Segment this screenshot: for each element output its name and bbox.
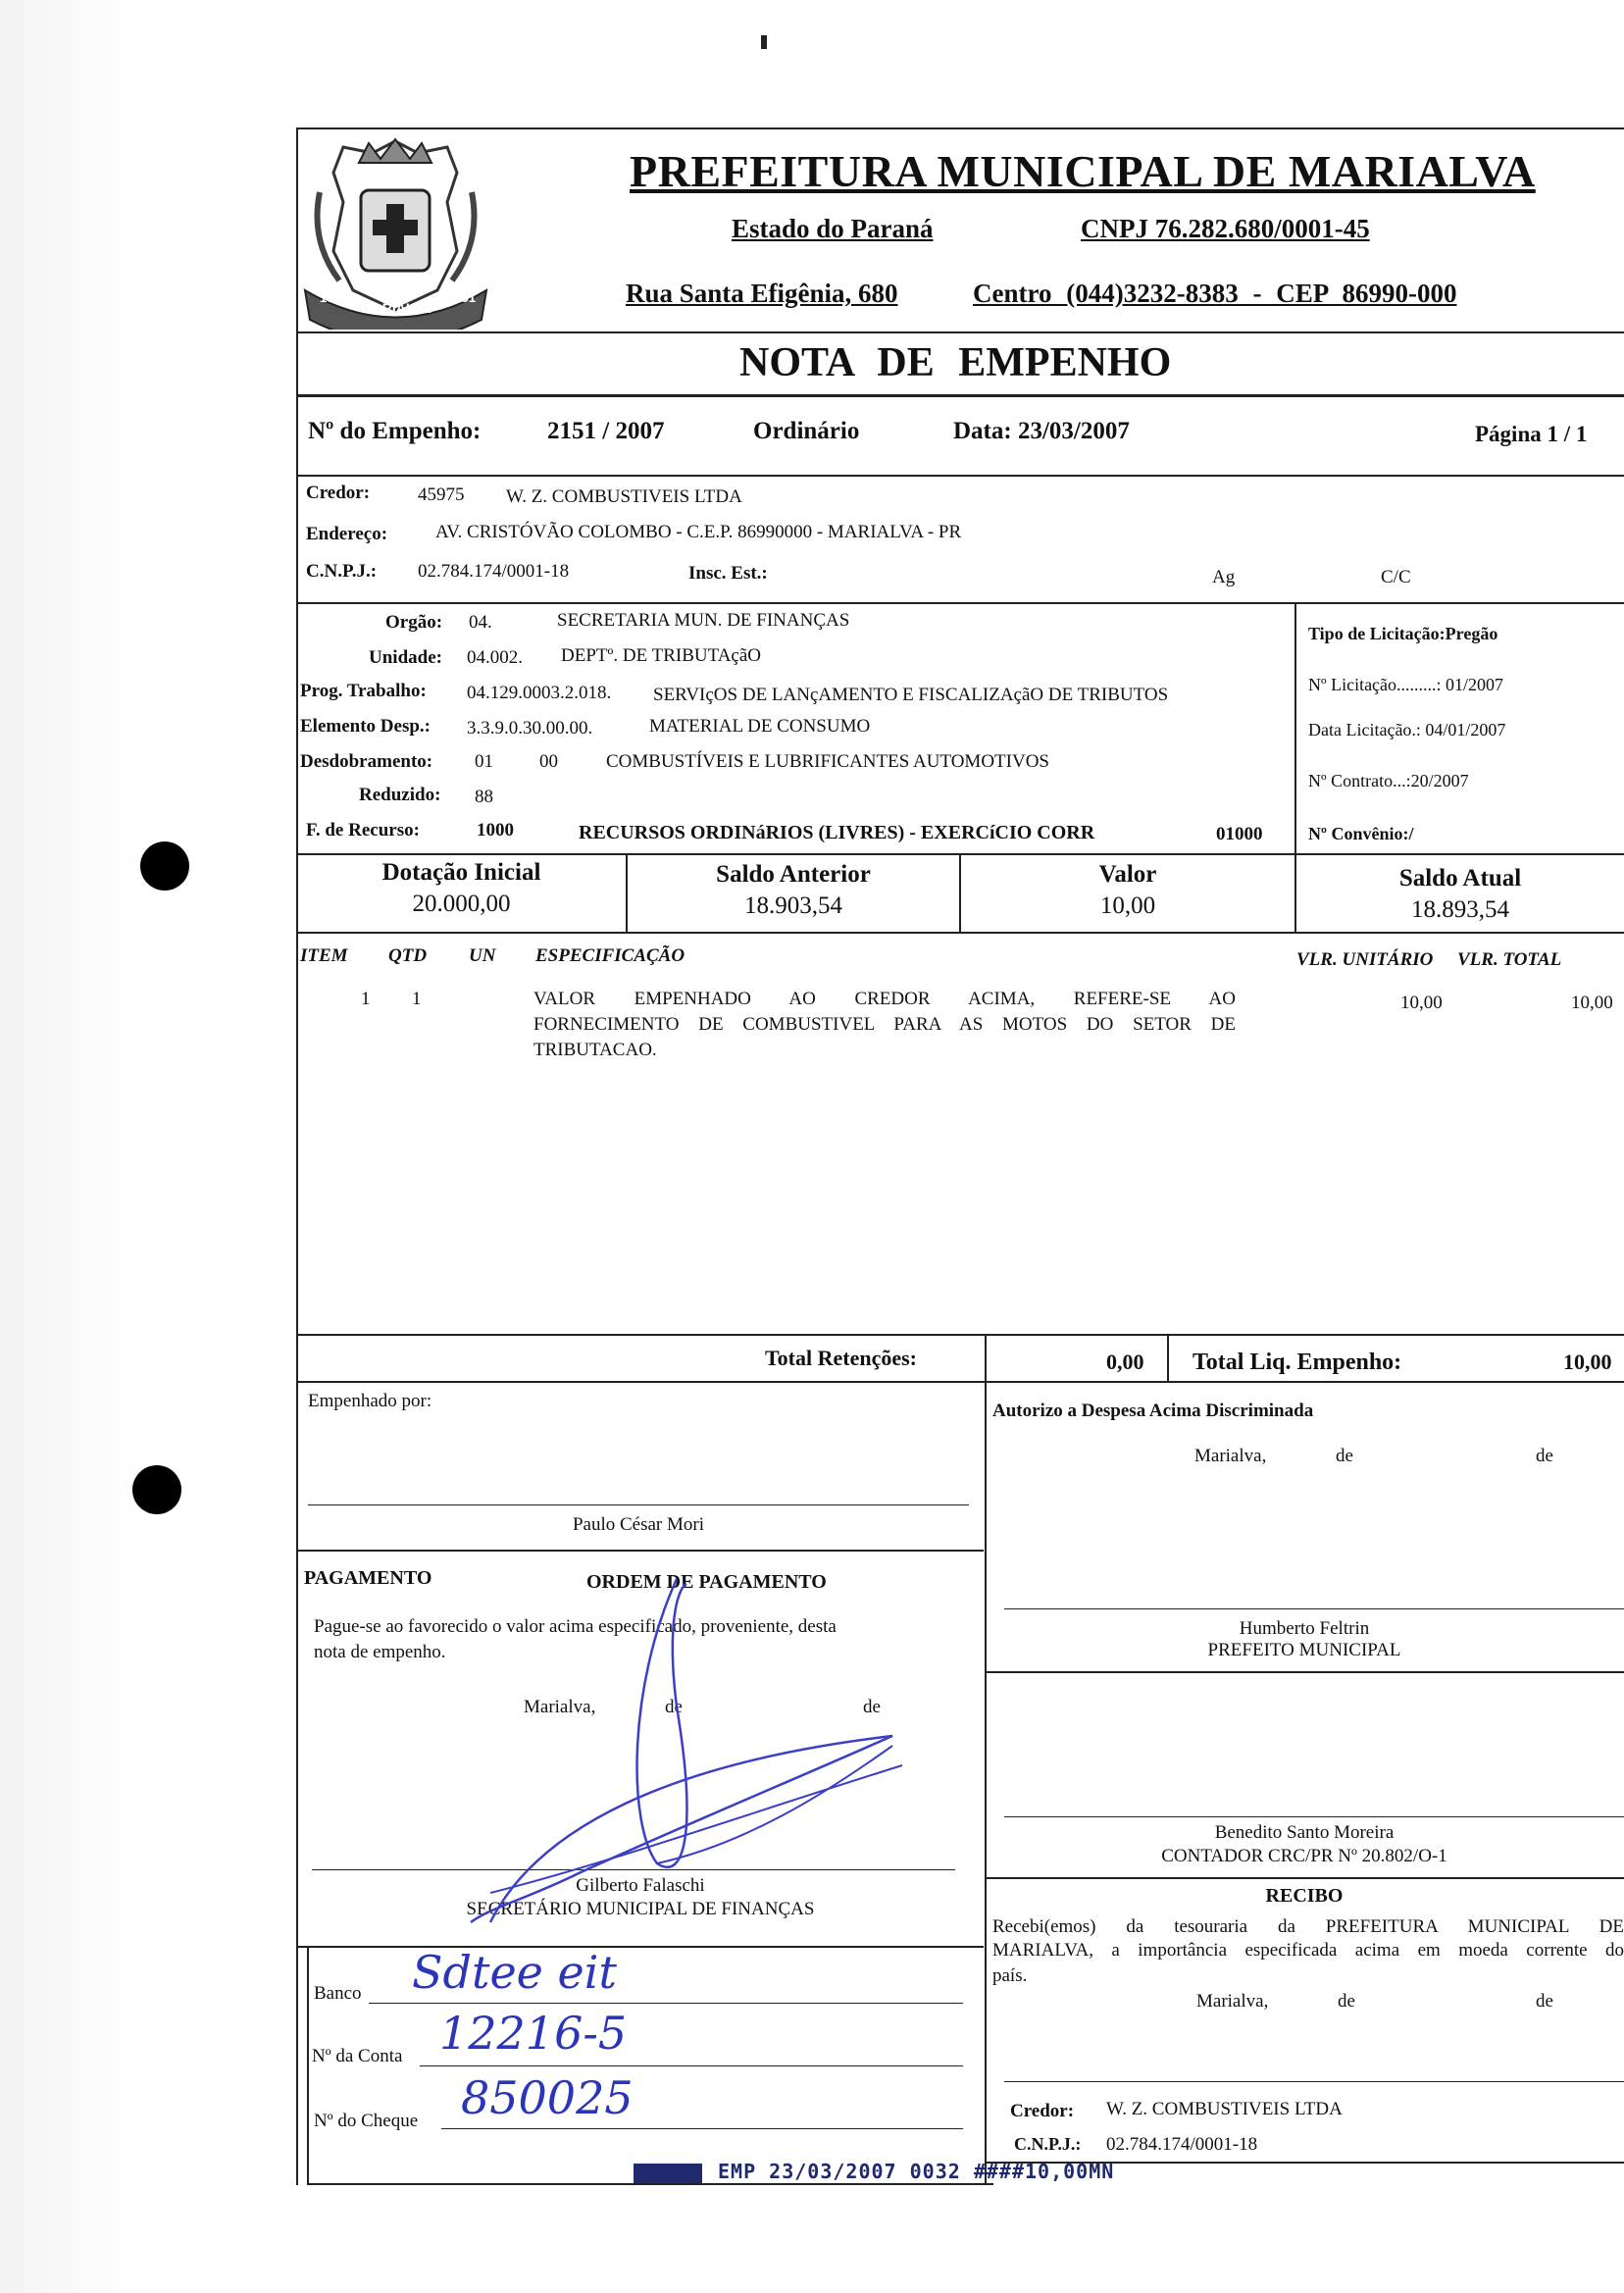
credor-nome: W. Z. COMBUSTIVEIS LTDA: [506, 486, 742, 507]
desdobramento-nome: COMBUSTÍVEIS E LUBRIFICANTES AUTOMOTIVOS: [606, 751, 1049, 772]
scan-mark-icon: [761, 35, 767, 49]
contador-nome: Benedito Santo Moreira: [1214, 1822, 1395, 1843]
orgao-nome: SECRETARIA MUN. DE FINANÇAS: [557, 610, 850, 631]
divider-secretario: [297, 1946, 984, 1948]
punch-hole-bottom: [132, 1465, 181, 1514]
prefeito-signature-line: [1004, 1608, 1624, 1609]
reduzido-label: Reduzido:: [359, 785, 441, 805]
divider-bottom-left: [307, 2183, 993, 2185]
doc-title: NOTA DE EMPENHO: [739, 340, 1172, 385]
elemento-desp-codigo: 3.3.9.0.30.00.00.: [467, 718, 593, 739]
divider-lower-vertical: [985, 1381, 987, 2185]
tipo-licitacao: [1308, 624, 1497, 644]
unidade-label: Unidade:: [369, 647, 442, 668]
coat-of-arms-seal: [300, 133, 491, 330]
header-title: PREFEITURA MUNICIPAL DE MARIALVA: [630, 146, 1536, 196]
empenho-tipo: Ordinário: [753, 418, 860, 444]
fonte-recurso-label: F. de Recurso:: [306, 820, 420, 841]
saldo-anterior-valor: 18.903,54: [744, 892, 842, 919]
autorizo-de1: de: [1336, 1446, 1353, 1466]
recibo-texto-l3: país.: [992, 1965, 1028, 1986]
prog-trabalho-nome: SERVIçOS DE LANçAMENTO E FISCALIZAçãO DE TRIBUTOS: [653, 685, 1169, 705]
unidade-codigo: 04.002.: [467, 647, 523, 668]
data-licitacao: Data Licitação.: 04/01/2007: [1308, 720, 1506, 739]
pagamento-local: Marialva,: [524, 1697, 596, 1717]
empenhado-por-label: Empenhado por:: [308, 1391, 432, 1411]
seal-year-left: 1951: [320, 290, 348, 305]
prefeito-nome: Humberto Feltrin: [1239, 1618, 1370, 1639]
item-especificacao-l1: VALOR EMPENHADO AO CREDOR ACIMA, REFERE-SE AO: [533, 989, 1236, 1009]
desdobramento-a: 01: [475, 751, 493, 772]
elemento-desp-label: Elemento Desp.:: [300, 716, 431, 737]
item-qtd: 1: [412, 989, 422, 1009]
divider-totais-bottom: [297, 1381, 1624, 1383]
scan-shadow: [0, 0, 137, 2293]
stamp-text: EMP 23/03/2007 0032 ####10,00MN: [718, 2160, 1115, 2183]
autorizo-de2: de: [1536, 1446, 1553, 1466]
fonte-recurso-nome: RECURSOS ORDINáRIOS (LIVRES) - EXERCíCIO CORR: [579, 822, 1095, 843]
credor-codigo: 45975: [418, 484, 465, 505]
col-header-item: ITEM: [300, 945, 348, 966]
seal-name: MARIALVA: [361, 300, 431, 316]
saldo-atual-label: Saldo Atual: [1398, 865, 1522, 892]
reduzido-valor: 88: [475, 787, 493, 807]
conta-line: [420, 2065, 963, 2066]
orgao-codigo: 04.: [469, 612, 492, 633]
empenhado-signature-line: [308, 1504, 969, 1505]
autorizo-local: Marialva,: [1194, 1446, 1267, 1466]
cheque-label: Nº do Cheque: [314, 2111, 419, 2131]
divider-doc-title: [297, 394, 1624, 397]
fonte-recurso-codigo: 1000: [477, 820, 514, 841]
contador-cargo: CONTADOR CRC/PR Nº 20.802/O-1: [1161, 1846, 1447, 1866]
credor-cnpj: 02.784.174/0001-18: [418, 561, 570, 582]
pagamento-texto-l1: Pague-se ao favorecido o valor acima especificado, proveniente, desta: [314, 1616, 837, 1637]
punch-hole-top: [140, 841, 189, 891]
seal-year-right: 1951: [447, 290, 476, 305]
pagamento-de1: de: [665, 1697, 683, 1717]
divider-credor: [297, 602, 1624, 604]
autorizo-label: Autorizo a Despesa Acima Discriminada: [992, 1401, 1314, 1421]
saldo-anterior-label: Saldo Anterior: [716, 861, 871, 888]
recibo-local: Marialva,: [1196, 1991, 1269, 2012]
divider-header: [297, 331, 1624, 333]
total-liq-empenho-valor: 10,00: [1563, 1350, 1612, 1374]
item-vlr-unitario: 10,00: [1400, 993, 1443, 1013]
recibo-label: RECIBO: [1265, 1885, 1344, 1907]
agencia-label: Ag: [1212, 567, 1236, 587]
header-bairro-fone: Centro (044)3232-8383 - CEP 86990-000: [973, 279, 1457, 308]
banco-label: Banco: [314, 1983, 362, 2004]
desdobramento-b: 00: [539, 751, 558, 772]
banco-line: [369, 2003, 963, 2004]
secretario-nome: Gilberto Falaschi: [576, 1875, 705, 1896]
empenho-numero-label: Nº do Empenho:: [308, 418, 482, 444]
divider-totais-2: [1167, 1334, 1169, 1381]
unidade-nome: DEPTº. DE TRIBUTAçãO: [561, 645, 762, 666]
recibo-texto-l2: MARIALVA, a importância especificada acima em moeda corrente do: [992, 1940, 1624, 1961]
divider-totais-1: [985, 1334, 987, 1381]
recibo-signature-line: [1004, 2081, 1624, 2082]
orgao-label: Orgão:: [385, 612, 443, 633]
cheque-valor-handwritten: 850025: [461, 2071, 634, 2124]
credor-label: Credor:: [306, 483, 371, 503]
total-liq-empenho-label: Total Liq. Empenho:: [1193, 1350, 1402, 1375]
numero-convenio: Nº Convênio:/: [1308, 824, 1414, 843]
recibo-credor-label: Credor:: [1010, 2101, 1075, 2121]
signature-scribble: [431, 1569, 941, 1942]
recibo-de2: de: [1536, 1991, 1553, 2012]
item-numero: 1: [361, 989, 371, 1009]
banco-valor-handwritten: Sdtee eit: [412, 1946, 617, 1999]
col-header-qtd: QTD: [388, 945, 428, 966]
divider-empenho: [297, 475, 1624, 477]
pagamento-de2: de: [863, 1697, 881, 1717]
prog-trabalho-codigo: 04.129.0003.2.018.: [467, 683, 612, 703]
numero-contrato: Nº Contrato...:20/2007: [1308, 771, 1469, 790]
desdobramento-label: Desdobramento:: [300, 751, 433, 772]
divider-totais-top: [297, 1334, 1624, 1336]
numero-licitacao: Nº Licitação.........: 01/2007: [1308, 675, 1504, 694]
prefeito-cargo: PREFEITO MUNICIPAL: [1207, 1640, 1401, 1660]
conta-label: Nº da Conta: [312, 2046, 403, 2066]
divider-saldos: [297, 932, 1624, 934]
recibo-texto-l1: Recebi(emos) da tesouraria da PREFEITURA MUNICIPAL DE: [992, 1916, 1624, 1937]
ordem-pagamento-label: ORDEM DE PAGAMENTO: [586, 1571, 827, 1593]
recibo-cnpj-label: C.N.P.J.:: [1014, 2134, 1082, 2154]
col-header-especificacao: ESPECIFICAÇÃO: [535, 945, 685, 966]
cheque-line: [441, 2128, 963, 2129]
contador-signature-line: [1004, 1816, 1624, 1817]
empenho-pagina: Página 1 / 1: [1475, 422, 1588, 446]
item-especificacao-l3: TRIBUTACAO.: [533, 1040, 657, 1060]
fonte-recurso-codigo2: 01000: [1216, 824, 1263, 844]
divider-empenhado: [297, 1550, 984, 1552]
divider-prefeito: [985, 1671, 1624, 1673]
total-retencoes-valor: 0,00: [1106, 1350, 1144, 1374]
stamp-bar-icon: [634, 2164, 702, 2183]
item-especificacao-l2: FORNECIMENTO DE COMBUSTIVEL PARA AS MOTOS DO SETOR DE: [533, 1014, 1236, 1035]
header-address: Rua Santa Efigênia, 680: [626, 279, 898, 308]
empenho-numero: 2151 / 2007: [547, 418, 665, 444]
pagamento-label: PAGAMENTO: [304, 1567, 432, 1589]
header-estado: Estado do Paraná: [732, 214, 934, 243]
empenhado-nome: Paulo César Mori: [572, 1514, 705, 1535]
pagamento-texto-l2: nota de empenho.: [314, 1642, 446, 1662]
dotacao-inicial-valor: 20.000,00: [412, 891, 511, 917]
cnpj-label: C.N.P.J.:: [306, 561, 378, 582]
saldo-atual-valor: 18.893,54: [1411, 896, 1509, 923]
col-header-vlr-total: VLR. TOTAL: [1457, 949, 1562, 970]
recibo-credor-nome: W. Z. COMBUSTIVEIS LTDA: [1106, 2099, 1343, 2119]
divider-contador: [985, 1877, 1624, 1879]
recibo-cnpj: 02.784.174/0001-18: [1106, 2134, 1258, 2155]
conta-corrente-label: C/C: [1381, 567, 1411, 587]
divider-licitacao-vertical: [1294, 602, 1296, 853]
empenho-data: Data: 23/03/2007: [953, 418, 1130, 444]
border-left-banco: [307, 1946, 309, 2185]
endereco-label: Endereço:: [306, 524, 388, 544]
secretario-cargo: SECRETÁRIO MUNICIPAL DE FINANÇAS: [466, 1899, 815, 1919]
header-cnpj: CNPJ 76.282.680/0001-45: [1081, 214, 1370, 243]
recibo-de1: de: [1338, 1991, 1355, 2012]
credor-endereco: AV. CRISTÓVÃO COLOMBO - C.E.P. 86990000 - MARIALVA - PR: [435, 522, 962, 542]
total-retencoes-label: Total Retenções:: [765, 1346, 917, 1370]
insc-est-label: Insc. Est.:: [688, 563, 768, 584]
col-header-vlr-unitario: VLR. UNITÁRIO: [1296, 949, 1434, 970]
col-header-un: UN: [469, 945, 496, 966]
valor-label: Valor: [1098, 861, 1157, 888]
authentication-stamp: [634, 2160, 1114, 2183]
tipo-licitacao-text: Tipo de Licitação:Pregão: [1308, 624, 1498, 643]
item-vlr-total: 10,00: [1571, 993, 1613, 1013]
elemento-desp-nome: MATERIAL DE CONSUMO: [649, 716, 871, 737]
conta-valor-handwritten: 12216-5: [439, 2007, 628, 2060]
prog-trabalho-label: Prog. Trabalho:: [300, 681, 427, 701]
dotacao-inicial-label: Dotação Inicial: [381, 859, 541, 886]
valor-valor: 10,00: [1099, 892, 1156, 919]
frame-top-line: [297, 127, 1624, 129]
